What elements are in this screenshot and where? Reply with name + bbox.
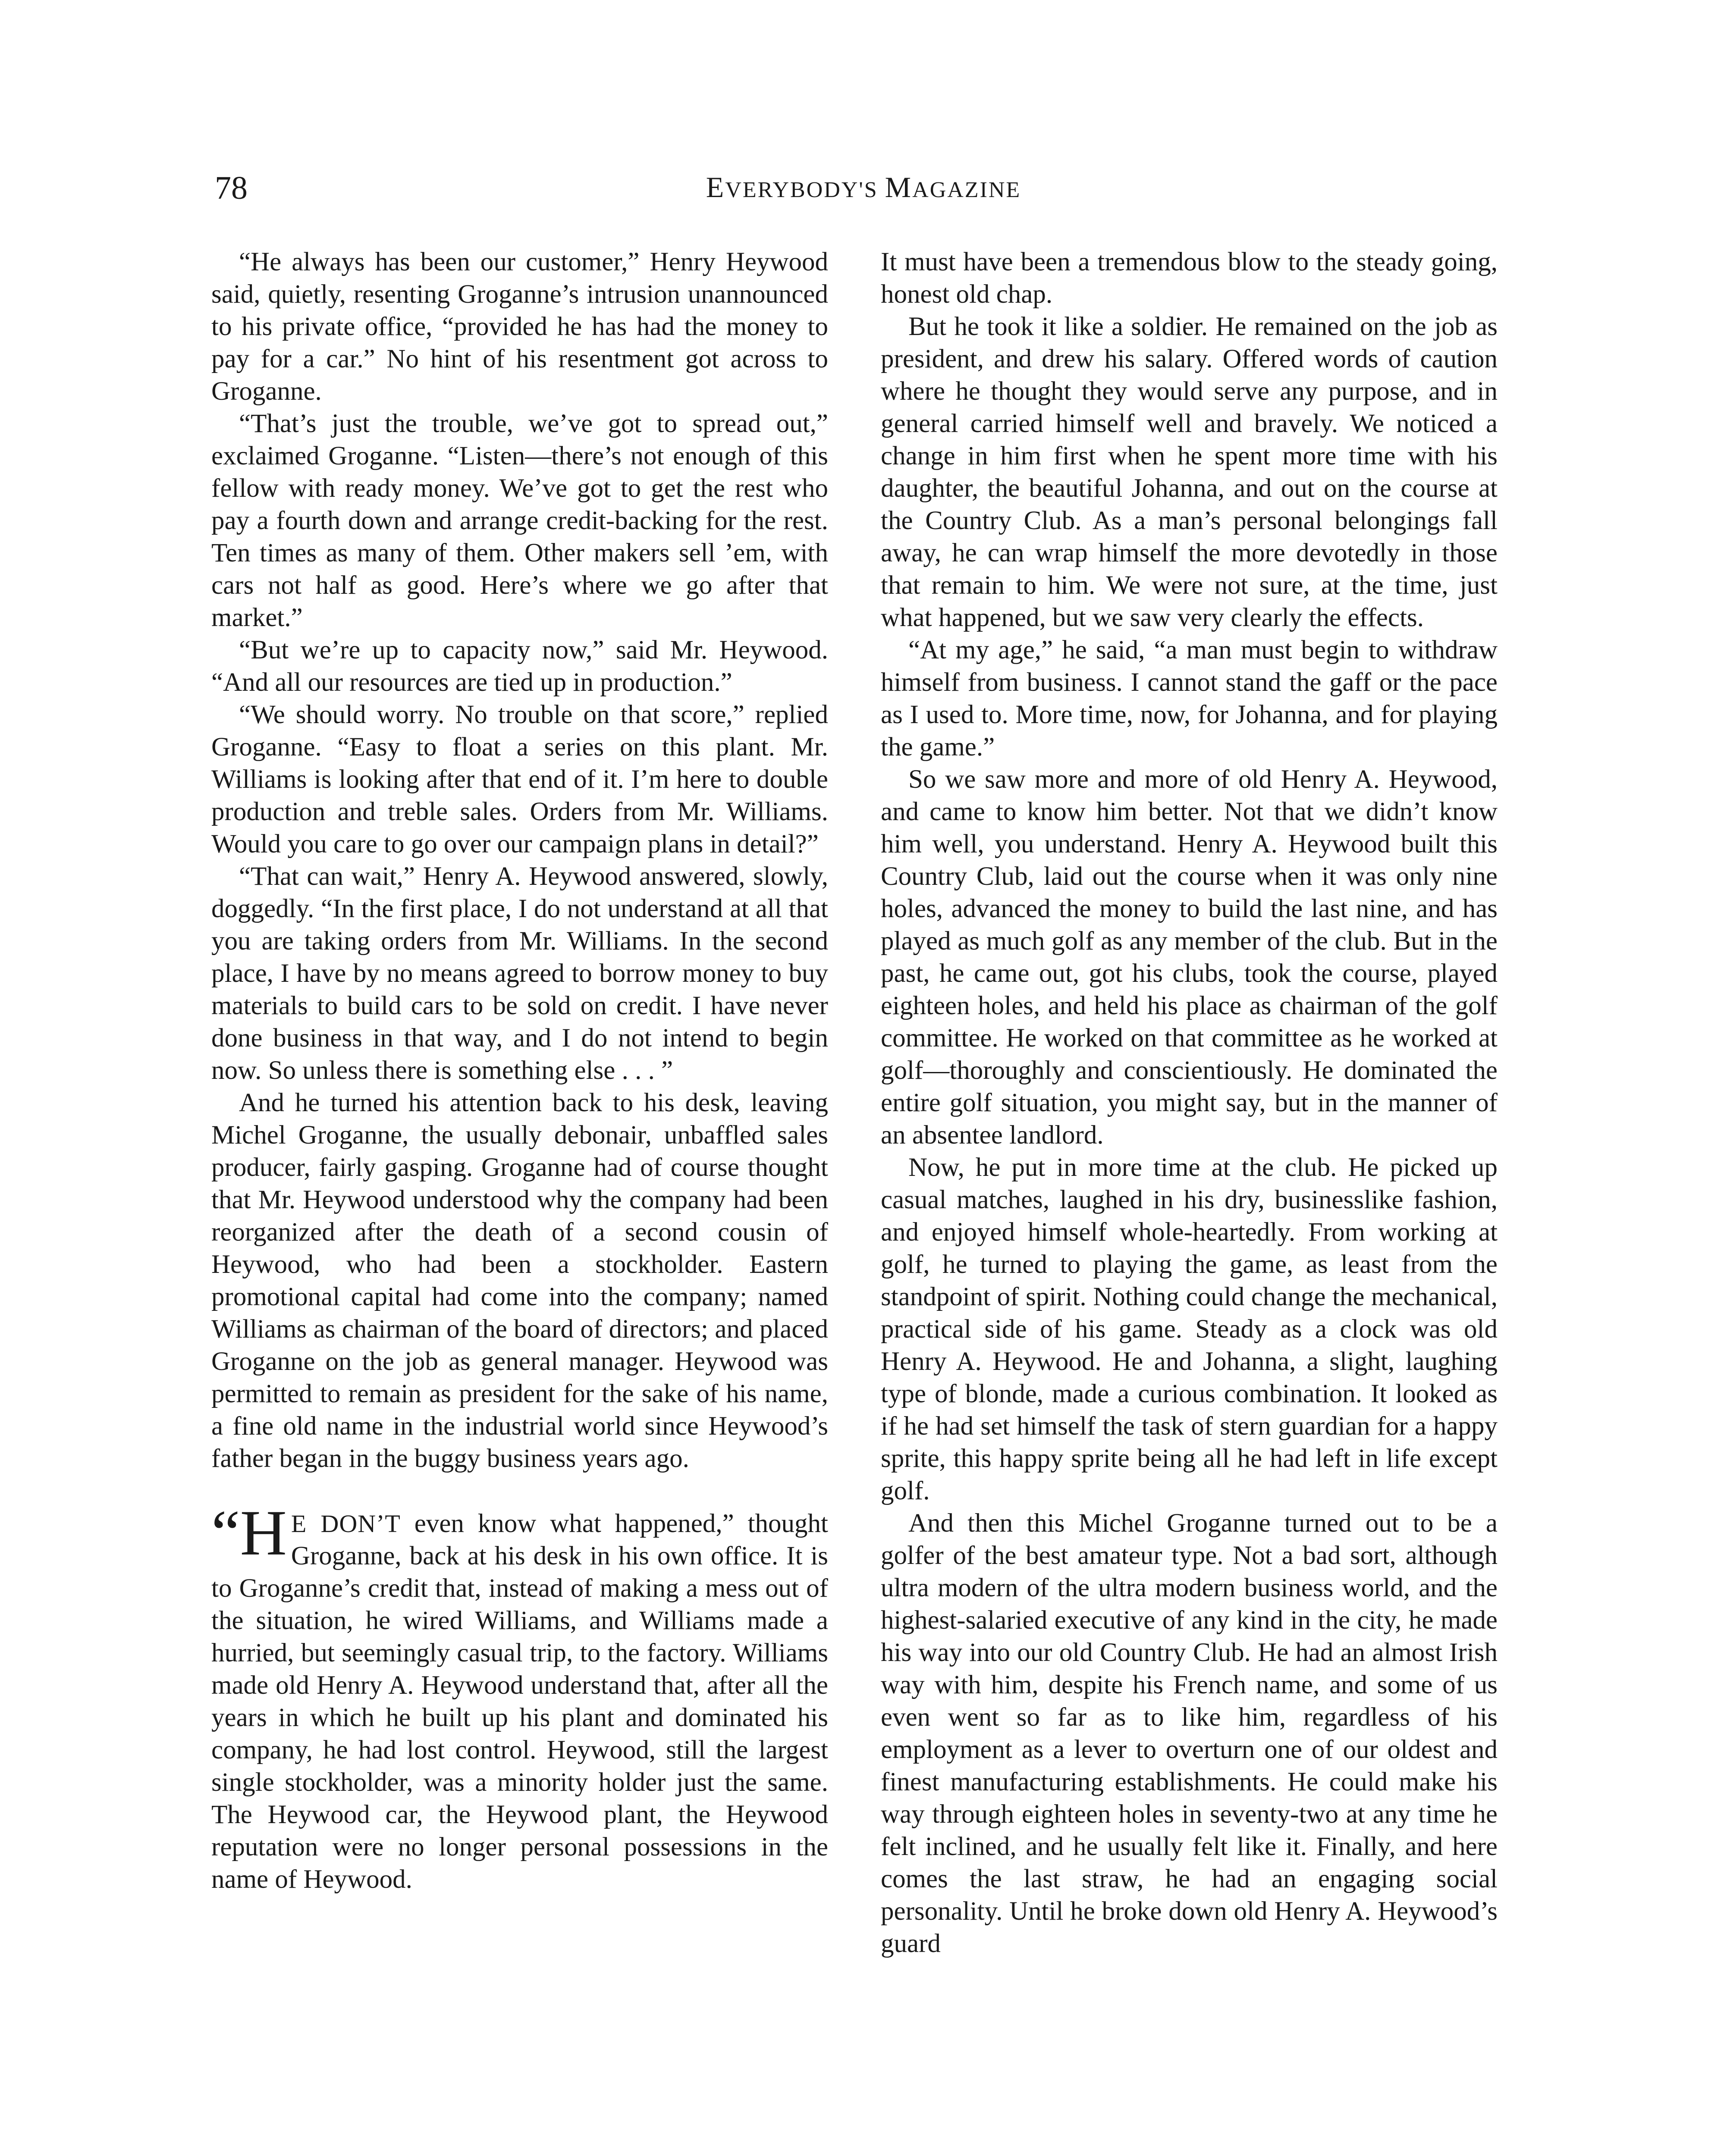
paragraph: “At my age,” he said, “a man must begin to withdraw himself from business. I cannot stand the gaff or the pace as I used to. More time, now, for Johanna, and for playing the game.” <box>881 636 1498 761</box>
left-column <box>211 246 828 1896</box>
paragraph: But he took it like a soldier. He remained on the job as president, and drew his salary. Offered words of caution where he thought they would serve any purpose, and in general carried himself well and bravely. We noticed a change in him first when he spent more time with his daughter, the beautiful Johanna, and out on the course at the Country Club. As a man’s personal belongings fall away, he can wrap himself the more devotedly in those that remain to him. We were not sure, at the time, just what happened, but we saw very clearly the effects. <box>881 312 1498 632</box>
section-start-paragraph <box>211 1497 828 1896</box>
paragraph: And he turned his attention back to his desk, leaving Michel Groganne, the usually debonair, unbaffled sales producer, fairly gasping. Groganne had of course thought that Mr. Heywood understood why the company had been reorganized after the death of a second cousin of Heywood, who had been a stockholder. Eastern promotional capital had come into the company; named Williams as chairman of the board of directors; and placed Groganne on the job as general manager. Heywood was permitted to remain as president for the sake of his name, a fine old name in the industrial world since Heywood’s father began in the buggy business years ago. <box>211 1088 828 1473</box>
drop-cap-quote: “ <box>211 1497 240 1569</box>
lead-in-caps: E DON’T <box>291 1510 401 1538</box>
paragraph-text: even know what happened,” thought Groganne, back at his desk in his own office. It is to Groganne’s credit that, instead of making a mess out of the situation, he wired Williams, and Williams made a hurried, but seemingly casual trip, to the factory. Williams made old Henry A. Heywood understand that, after all the years in which he built up his plant and dominated his company, he had lost control. Heywood, still the largest single stockholder, was a minority holder just the same. The Heywood car, the Heywood plant, the Heywood reputation were no longer personal possessions in the name of Heywood. <box>211 1509 828 1894</box>
paragraph: It must have been a tremendous blow to the steady going, honest old chap. <box>881 248 1498 309</box>
paragraph: “He always has been our customer,” Henry Heywood said, quietly, resenting Groganne’s intrusion unannounced to his private office, “provided he has had the money to pay for a car.” No hint of his resentment got across to Groganne. <box>211 248 828 406</box>
paragraph: “That can wait,” Henry A. Heywood answered, slowly, doggedly. “In the first place, I do not understand at all that you are taking orders from Mr. Williams. In the second place, I have by no means agreed to borrow money to buy materials to build cars to be sold on credit. I have never done business in that way, and I do not intend to begin now. So unless there is something else . . . ” <box>211 862 828 1085</box>
running-head-cap-e: E <box>706 171 725 204</box>
page-number: 78 <box>215 170 248 206</box>
running-head-small-2: AGAZINE <box>912 178 1021 202</box>
paragraph: “But we’re up to capacity now,” said Mr. Heywood. “And all our resources are tied up in production.” <box>211 636 828 697</box>
paragraph: “We should worry. No trouble on that score,” replied Groganne. “Easy to float a series on this plant. Mr. Williams is looking after that end of it. I’m here to double production and treble sales. Orders from Mr. Williams. Would you care to go over our campaign plans in detail?” <box>211 700 828 859</box>
paragraph: “That’s just the trouble, we’ve got to spread out,” exclaimed Groganne. “Listen—there’s not enough of this fellow with ready money. We’ve got to get the rest who pay a fourth down and arrange credit-backing for the rest. Ten times as many of them. Other makers sell ’em, with cars not half as good. Here’s where we go after that market.” <box>211 409 828 632</box>
running-head-cap-m: M <box>885 171 913 204</box>
paragraph: Now, he put in more time at the club. He picked up casual matches, laughed in his dry, businesslike fashion, and enjoyed himself whole-heartedly. From working at golf, he turned to playing the game, as least from the standpoint of spirit. Nothing could change the mechanical, practical side of his game. Steady as a clock was old Henry A. Heywood. He and Johanna, a slight, laughing type of blonde, made a curious combination. It looked as if he had set himself the task of stern guardian for a happy sprite, this happy sprite being all he had left in life except golf. <box>881 1153 1498 1505</box>
drop-cap <box>211 1497 287 1569</box>
right-column <box>881 246 1498 1960</box>
running-head <box>0 170 1727 206</box>
drop-cap-letter: H <box>240 1497 287 1569</box>
running-head-small-1: VERYBODY'S <box>725 178 885 202</box>
paragraph: So we saw more and more of old Henry A. Heywood, and came to know him better. Not that we didn’t know him well, you understand. Henry A. Heywood built this Country Club, laid out the course when it was only nine holes, advanced the money to build the last nine, and has played as much golf as any member of the club. But in the past, he came out, got his clubs, took the course, played eighteen holes, and held his place as chairman of the golf committee. He worked on that committee as he worked at golf—thoroughly and conscientiously. He dominated the entire golf situation, you might say, but in the manner of an absentee landlord. <box>881 765 1498 1150</box>
paragraph: And then this Michel Groganne turned out to be a golfer of the best amateur type. Not a bad sort, although ultra modern of the ultra modern business world, and the highest-salaried executive of any kind in the city, he made his way into our old Country Club. He had an almost Irish way with him, despite his French name, and some of us even went so far as to like him, regardless of his employment as a lever to overturn one of our oldest and finest manufacturing establishments. He could make his way through eighteen holes in seventy-two at any time he felt inclined, and he usually felt like it. Finally, and here comes the last straw, he had an engaging social personality. Until he broke down old Henry A. Heywood’s guard <box>881 1509 1498 1958</box>
